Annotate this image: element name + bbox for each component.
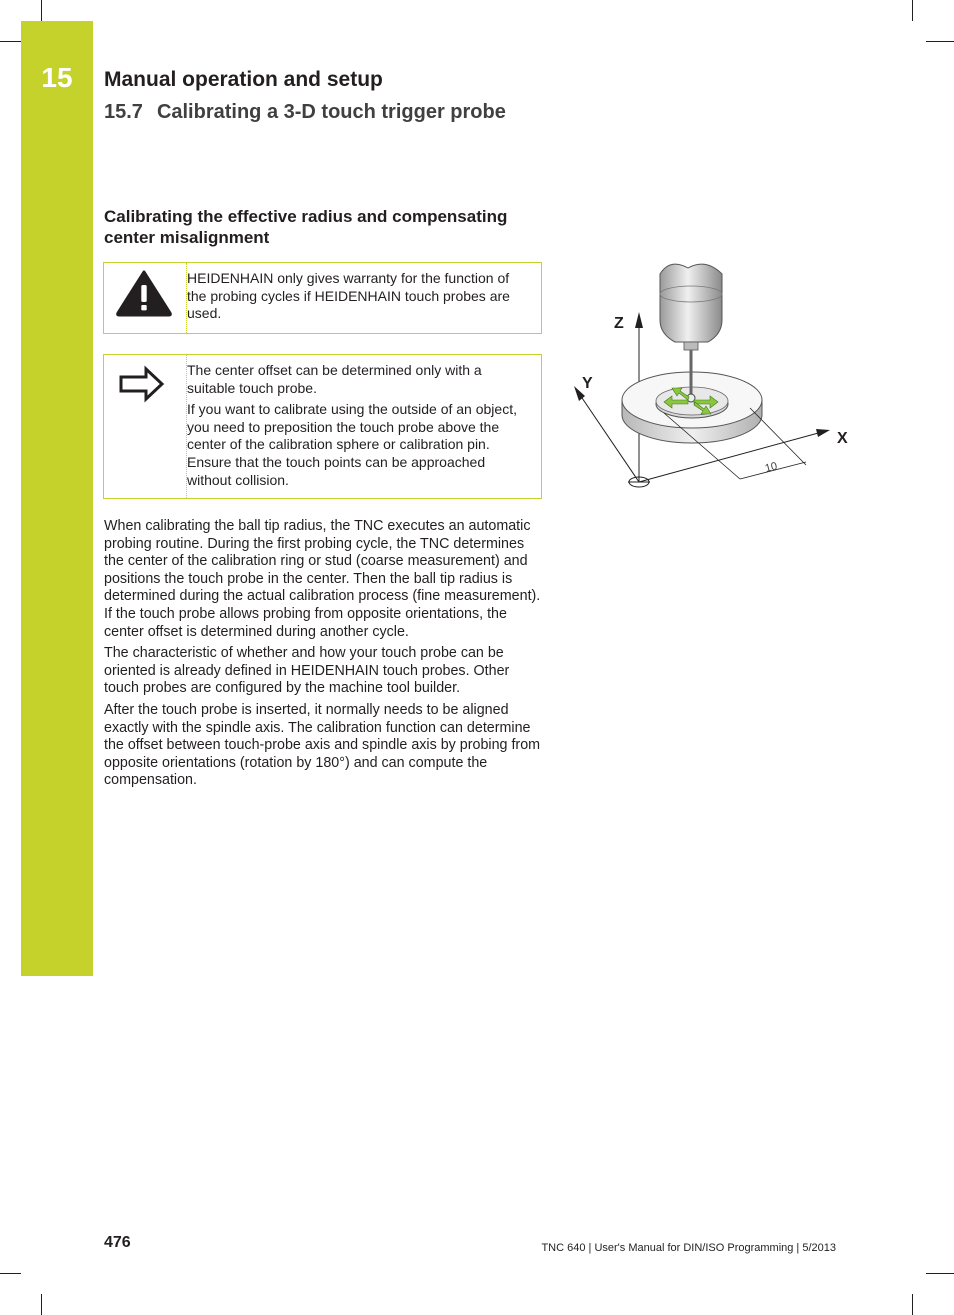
section-title-text: Calibrating a 3-D touch trigger probe — [156, 101, 506, 123]
chapter-number: 15 — [41, 62, 73, 93]
axis-label-y: Y — [582, 375, 593, 392]
warning-icon-cell — [104, 263, 187, 333]
body-paragraph: When calibrating the ball tip radius, the TNC executes an automatic probing routine. During the first probing cycle, the TNC determines the center of the calibration ring or stud (coarse measurement) and positions the touch probe in the center. Then the ball tip radius is determined during the actual calibration process (fine measurement). If the touch probe allows probing from opposite orientations, the center offset is determined during another cycle. — [104, 518, 541, 640]
note-paragraph: If you want to calibrate using the outside of an object, you need to preposition the touch probe above the center of the calibration sphere or calibration pin. Ensure that the touch points can be approached without collision. — [187, 401, 517, 488]
warning-text: HEIDENHAIN only gives warranty for the function of the probing cycles if HEIDENHAIN touch probes are used. — [187, 270, 510, 322]
crop-mark — [0, 1273, 21, 1274]
crop-mark — [926, 41, 954, 42]
crop-mark — [912, 1294, 913, 1315]
page-number: 476 — [104, 1234, 131, 1251]
note-icon-cell — [104, 355, 187, 498]
section-number: 15.7 — [104, 101, 143, 123]
crop-mark — [41, 1294, 42, 1315]
section-title — [104, 98, 506, 126]
crop-mark — [41, 0, 42, 21]
note-arrow-icon — [104, 355, 186, 415]
chapter-side-bar — [21, 21, 93, 976]
calibration-figure — [560, 250, 860, 510]
warning-box — [103, 262, 542, 334]
axis-label-z: Z — [614, 315, 624, 332]
z-axis-arrow — [635, 312, 643, 328]
chapter-title: Manual operation and setup — [104, 68, 383, 91]
body-paragraph: After the touch probe is inserted, it normally needs to be aligned exactly with the spindle axis. The calibration function can determine the offset between touch-probe axis and spindle axis by probing from opposite orientations (rotation by 180°) and can compute the compensation. — [104, 701, 541, 789]
subsection-heading: Calibrating the effective radius and compensating center misalignment — [104, 207, 508, 247]
body-paragraph: The characteristic of whether and how your touch probe can be oriented is already defined in HEIDENHAIN touch probes. Other touch probes are configured by the machine tool builder. — [104, 645, 510, 697]
note-text — [187, 362, 531, 493]
dimension-label: 10 — [763, 460, 779, 475]
calibration-illustration — [560, 250, 860, 510]
touch-probe — [660, 264, 722, 342]
footer-reference: TNC 640 | User's Manual for DIN/ISO Programming | 5/2013 — [541, 1242, 836, 1254]
crop-mark — [0, 41, 21, 42]
note-box — [103, 354, 542, 499]
warning-triangle-icon — [104, 263, 186, 333]
note-paragraph: The center offset can be determined only with a suitable touch probe. — [187, 362, 482, 396]
x-axis-arrow — [816, 429, 830, 437]
body-text — [104, 518, 546, 794]
crop-mark — [912, 0, 913, 21]
crop-mark — [926, 1273, 954, 1274]
axis-label-x: X — [837, 430, 848, 447]
